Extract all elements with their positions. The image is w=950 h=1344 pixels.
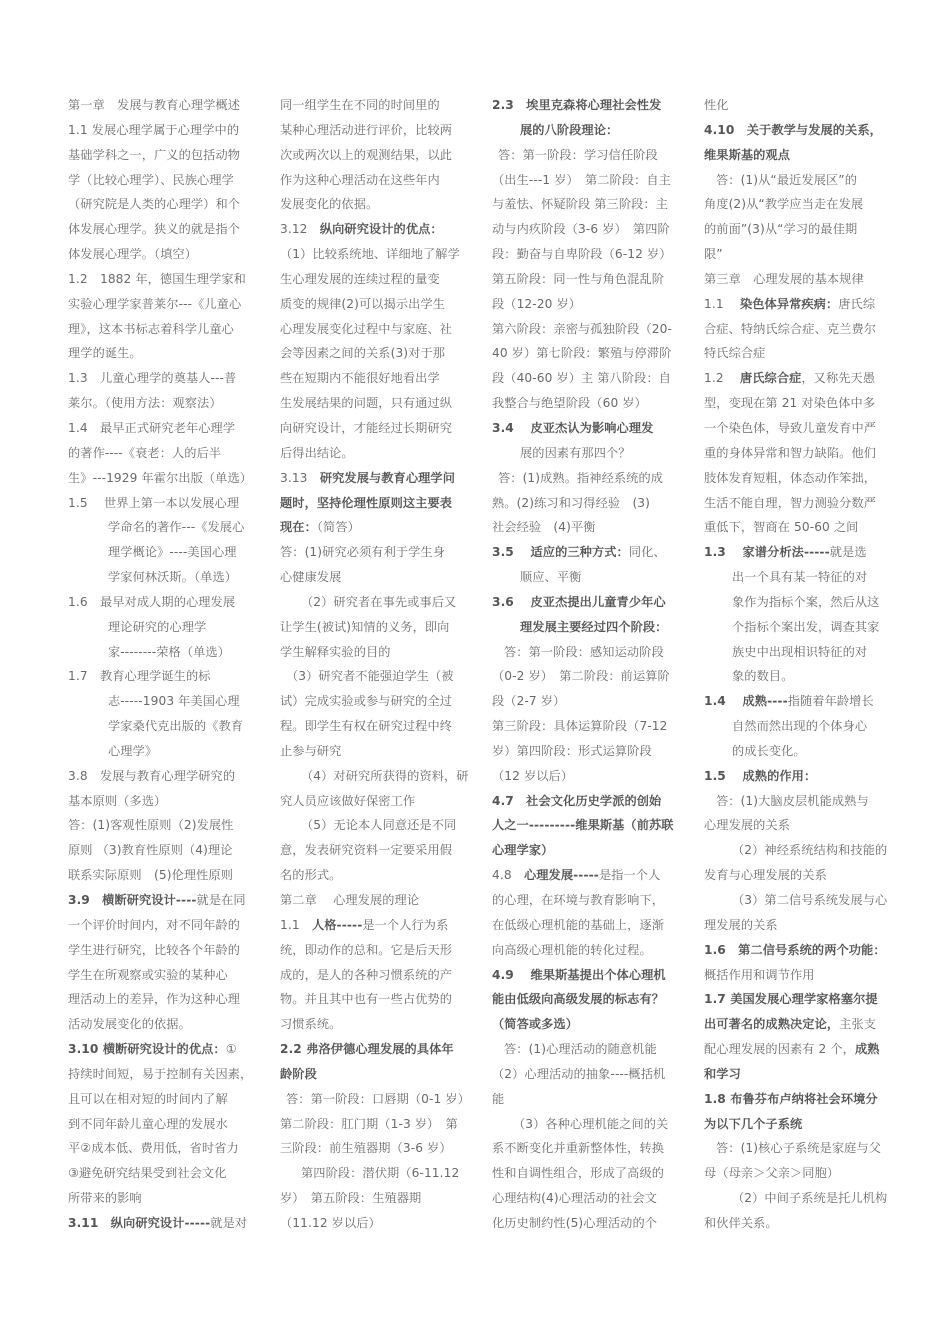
bold-term: 3.9 横断研究设计---- <box>68 893 197 907</box>
bold-term: 3.5 适应的三种方式： <box>492 545 629 560</box>
text-line: 基础学科之一，广义的包括动物 <box>68 147 241 162</box>
text-line: 岁） 第五阶段：生殖器期 <box>280 1191 422 1206</box>
bold-term: （简答或多选） <box>492 1017 579 1032</box>
text-line: 和伙伴关系。 <box>704 1215 778 1230</box>
text-line: 作为这种心理活动在这些年内 <box>280 172 440 187</box>
text-line: 3.5 适应的三种方式：同化、 <box>492 545 666 560</box>
bold-term: 4.7 社会文化历史学派的创始 <box>492 793 662 808</box>
text-line <box>492 1012 680 1037</box>
bold-term: 1.8 布鲁芬布卢纳将社会环境分 <box>704 1091 878 1106</box>
text-line: 段（12-20 岁） <box>492 296 582 311</box>
text-line: 原则 （3)教育性原则（4)理论 <box>68 843 233 858</box>
bold-term: 1.5 成熟的作用： <box>704 768 817 783</box>
text-line: 实验心理学家普莱尔---《儿童心 <box>68 296 242 311</box>
text-line: （2）中间子系统是托儿机构 <box>732 1191 888 1206</box>
text-line: 学生解释实验的目的 <box>280 644 391 659</box>
text-line: 答：(1)成熟。指神经系统的成 <box>498 470 664 485</box>
text-line: 理发展的关系 <box>704 917 778 932</box>
text-line: 习惯系统。 <box>280 1017 342 1032</box>
text-line: 发展变化的依据。 <box>280 197 379 212</box>
text-line: 意，发表研究资料一定要采用假 <box>280 843 453 858</box>
text-line: 体发展心理学。狭义的就是指个 <box>68 222 241 237</box>
text-line <box>492 93 680 118</box>
text-line: 程。即学生有权在研究过程中终 <box>280 719 453 734</box>
text-line: 1.3 儿童心理学的奠基人---普 <box>68 371 237 386</box>
bold-term: 研究发展与教育心理学问 <box>319 470 455 485</box>
text-line <box>704 1112 888 1137</box>
bold-term: 1.4 成熟---- <box>704 694 788 709</box>
text-line: 限” <box>704 247 723 262</box>
text-line: 性化 <box>704 98 729 112</box>
text-line: 3.8 发展与教育心理学研究的 <box>68 768 236 783</box>
text-line: 学生在所观察或实验的某种心 <box>68 967 228 982</box>
text-line: 的成长变化。 <box>732 743 806 758</box>
bold-term: 1.3 家谱分析法----- <box>704 545 830 560</box>
text-line <box>492 987 680 1012</box>
text-column-2 <box>280 93 468 1236</box>
text-line: 名的形式。 <box>280 868 342 883</box>
text-line: 物。并且其中也有一些占优势的 <box>280 992 453 1007</box>
text-line: 角度(2)从“教学应当走在发展 <box>704 197 864 212</box>
text-line: 所带来的影响 <box>68 1191 142 1206</box>
text-line <box>704 143 888 168</box>
text-line: 象作为指标个案，然后从这 <box>732 594 880 609</box>
text-line: 段（2-7 岁） <box>492 694 566 709</box>
text-line: 1.2 唐氏综合症，又称先天愚 <box>704 371 876 386</box>
text-line: 心理学》 <box>108 743 158 758</box>
text-line <box>492 615 680 640</box>
text-line: 学家何林沃斯。（单选） <box>108 570 238 585</box>
text-line: 1.4 成熟----指随着年龄增长 <box>704 694 874 709</box>
bold-term: 1.7 美国发展心理学家格塞尔提 <box>704 992 878 1007</box>
text-line: 的心理，在环境与教育影响下， <box>492 893 665 907</box>
bold-term: 出可著名的成熟决定论， <box>704 1017 840 1032</box>
text-line: 志-----1903 年美国心理 <box>108 694 240 709</box>
text-line: 统，即动作的总和。它是后天形 <box>280 942 453 957</box>
text-line: 学（比较心理学）、民族心理学 <box>68 172 234 187</box>
bold-term: 染色体异常疾病： <box>739 296 839 311</box>
text-line: 1.2 1882 年，德国生理学家和 <box>68 271 246 286</box>
bold-term: 人格----- <box>311 917 363 932</box>
text-line: 生心理发展的连续过程的量变 <box>280 271 440 286</box>
text-line: 第六阶段：亲密与孤独阶段（20- <box>492 321 672 336</box>
text-line: 某种心理活动进行评价，比较两 <box>280 122 453 137</box>
text-line: 能 <box>492 1091 505 1106</box>
text-line <box>492 838 680 863</box>
text-line: 且可以在相对短的时间内了解 <box>68 1091 228 1106</box>
bold-term: 心理发展----- <box>523 868 599 883</box>
text-line <box>492 118 680 143</box>
text-line <box>492 963 680 988</box>
text-line: 配心理发展的因素有 2 个，成熟 <box>704 1042 880 1057</box>
text-line: 理》，这本书标志着科学儿童心 <box>68 321 234 336</box>
text-line: 现在：（简答） <box>280 520 360 535</box>
text-line: 肢体发育短粗，体态动作笨拙， <box>704 470 877 485</box>
text-line: 心理发展的关系 <box>704 818 791 833</box>
bold-term: 4.10 关于教学与发展的关系， <box>704 122 882 137</box>
text-line: 理论研究的心理学 <box>108 619 207 634</box>
text-line: 3.9 横断研究设计----就是在同 <box>68 893 246 907</box>
text-line: 1.1 染色体异常疾病：唐氏综 <box>704 296 876 311</box>
bold-term: 1.6 第二信号系统的两个功能： <box>704 942 886 957</box>
text-line: 答：(1)研究必须有利于学生身 <box>280 545 446 560</box>
bold-term: 2.2 弗洛伊德心理发展的具体年 <box>280 1042 454 1057</box>
text-line <box>704 987 888 1012</box>
bold-term: 心理学家） <box>492 843 554 858</box>
text-line: 答：(1)大脑皮层机能成熟与 <box>716 793 869 808</box>
text-line: 家--------荣格（单选） <box>108 644 230 659</box>
text-line <box>492 590 680 615</box>
text-line: 3.13 研究发展与教育心理学问 <box>280 470 455 485</box>
text-line: ③避免研究结果受到社会文化 <box>68 1166 227 1181</box>
text-line: 次或两次以上的观测结果，以此 <box>280 147 453 162</box>
text-line: 心理结构(4)心理活动的社会文 <box>492 1191 658 1206</box>
text-line: 理学概论》----美国心理 <box>108 545 237 560</box>
text-line: 成的，是人的各种习惯系统的产 <box>280 967 453 982</box>
bold-term: 3.11 纵向研究设计----- <box>68 1215 211 1230</box>
text-line: 1.3 家谱分析法-----就是选 <box>704 545 867 560</box>
text-line: 展的因素有那四个？ <box>520 445 631 460</box>
text-line: （0-2 岁） 第二阶段：前运算阶 <box>492 669 670 684</box>
text-line <box>492 416 680 441</box>
text-line: （3）研究者不能强迫学生（被 <box>286 669 454 684</box>
bold-term: 人之一---------维果斯基（前苏联 <box>492 818 674 833</box>
bold-term: 现在： <box>280 520 317 535</box>
text-line: 理活动上的差异，作为这种心理 <box>68 992 241 1007</box>
text-line <box>492 789 680 814</box>
text-line <box>280 1062 468 1087</box>
text-line: 发育与心理发展的关系 <box>704 868 827 883</box>
text-line: 质变的规律(2)可以揭示出学生 <box>280 296 446 311</box>
text-line: 4.8 心理发展-----是指一个人 <box>492 868 661 883</box>
text-line: 社会经验 (4)平衡 <box>492 520 596 535</box>
text-line: 答：第一阶段：感知运动阶段 <box>504 644 664 659</box>
text-line: 自然而然出现的个体身心 <box>732 719 868 734</box>
text-line: 答：(1)核心子系统是家庭与父 <box>716 1141 882 1156</box>
text-line: 让学生(被试)知情的义务，即向 <box>280 619 450 634</box>
text-line: 答：(1)客观性原则（2)发展性 <box>68 818 234 833</box>
text-line: 一个染色体，导致儿童发育中严 <box>704 420 877 435</box>
text-line: （2）神经系统结构和技能的 <box>732 843 888 858</box>
text-line: 生发展结果的问题，只有通过纵 <box>280 396 453 411</box>
bold-term: 展的八阶段理论： <box>520 122 619 137</box>
text-line: 止参与研究 <box>280 743 342 758</box>
text-line: 1.4 最早正式研究老年心理学 <box>68 420 236 435</box>
text-line: 第三章 心理发展的基本规律 <box>704 271 864 286</box>
text-line: 动与内疚阶段（3-6 岁） 第四阶 <box>492 222 670 237</box>
text-line: （出生---1 岁） 第二阶段：自主 <box>492 172 671 187</box>
text-line: 段（40-60 岁）主 第八阶段：自 <box>492 371 672 386</box>
text-line: 重的身体异常和智力缺陷。他们 <box>704 445 877 460</box>
text-line: 化历史制约性(5)心理活动的个 <box>492 1215 658 1230</box>
text-line: 到不同年龄儿童心理的发展水 <box>68 1116 228 1131</box>
text-line: 1.1 人格-----是一个人行为系 <box>280 917 449 932</box>
text-line: 1.5 世界上第一本以发展心理 <box>68 495 240 510</box>
bold-term: 3.6 皮亚杰提出儿童青少年心 <box>492 594 666 609</box>
bold-term: 2.3 埃里克森将心理社会性发 <box>492 98 662 112</box>
text-line: 母（母亲＞父亲＞同胞） <box>704 1166 840 1181</box>
text-line: 理学的诞生。 <box>68 346 142 361</box>
text-line: （2）研究者在事先或事后又 <box>301 594 457 609</box>
text-line: 3.11 纵向研究设计-----就是对 <box>68 1215 248 1230</box>
text-line: 段：勤奋与自卑阶段（6-12 岁） <box>492 247 672 262</box>
text-line: 3.12 纵向研究设计的优点： <box>280 222 443 237</box>
text-line: 我整合与绝望阶段（60 岁） <box>492 396 647 411</box>
text-line: 生》---1929 年霍尔出版（单选） <box>68 470 253 485</box>
text-line: 第二阶段：肛门期（1-3 岁） 第 <box>280 1116 458 1131</box>
text-line: （研究院是人类的心理学）和个 <box>68 197 241 212</box>
text-line: 特氏综合症 <box>704 346 766 361</box>
text-column-3 <box>492 93 680 1236</box>
bold-term: 和学习 <box>704 1066 741 1081</box>
text-line: 学生进行研究，比较各个年龄的 <box>68 942 241 957</box>
text-line: 个指标个案出发，调查其家 <box>732 619 880 634</box>
text-line: （12 岁以后） <box>492 768 574 783</box>
text-line: 1.7 教育心理学诞生的标 <box>68 669 211 684</box>
text-line: 性和自调性组合，形成了高级的 <box>492 1166 665 1181</box>
bold-term: 题时，坚持伦理性原则这主要表 <box>280 495 453 510</box>
text-line: 1.1 发展心理学属于心理学中的 <box>68 122 240 137</box>
text-line: 向研究设计，才能经过长期研究 <box>280 420 453 435</box>
text-line: 族史中出现相识特征的对 <box>732 644 868 659</box>
text-line: 重低下，智商在 50-60 之间 <box>704 520 859 535</box>
bold-term: 龄阶段 <box>280 1066 317 1081</box>
bold-term: 3.10 横断研究设计的优点： <box>68 1042 226 1057</box>
text-line: 基本原则（多选） <box>68 793 167 808</box>
text-line: 第五阶段：同一性与角色混乱阶 <box>492 271 665 286</box>
text-line: 的前面”(3)从“学习的最佳期 <box>704 222 858 237</box>
text-line <box>704 1062 888 1087</box>
text-line: 答：(1)心理活动的随意机能 <box>504 1042 657 1057</box>
text-column-1 <box>68 93 258 1236</box>
text-line: 会等因素之间的关系(3)对于那 <box>280 346 446 361</box>
text-line: 持续时间短，易于控制有关因素， <box>68 1066 253 1081</box>
text-line: 联系实际原则 (5)伦理性原则 <box>68 868 234 883</box>
text-line: 岁）第四阶段：形式运算阶段 <box>492 743 652 758</box>
bold-term: 维果斯基的观点 <box>704 147 791 162</box>
text-line: 向高级心理机能的转化过程。 <box>492 942 652 957</box>
text-line: 顺应、平衡 <box>520 570 582 585</box>
bold-term: 唐氏综合症 <box>739 371 802 386</box>
text-line: 第三阶段：具体运算阶段（7-12 <box>492 719 668 734</box>
text-line: 第二章 心理发展的理论 <box>280 893 420 907</box>
text-line: 40 岁）第七阶段：繁殖与停滞阶 <box>492 346 672 361</box>
text-line: 活动发展变化的依据。 <box>68 1017 191 1032</box>
text-line <box>704 764 888 789</box>
text-line: 与羞怯、怀疑阶段 第三阶段：主 <box>492 197 668 212</box>
text-line: （11.12 岁以后） <box>280 1215 381 1230</box>
text-line: 三阶段：前生殖器期（3-6 岁） <box>280 1141 452 1156</box>
text-line: 在低级心理机能的基础上，逐渐 <box>492 917 665 932</box>
text-line: 究人员应该做好保密工作 <box>280 793 416 808</box>
text-line: 心理发展变化过程中与家庭、社 <box>280 321 453 336</box>
text-line: 第一章 发展与教育心理学概述 <box>68 98 241 112</box>
text-line: 第四阶段：潜伏期（6-11.12 <box>301 1166 460 1181</box>
text-line: （1）比较系统地、详细地了解学 <box>280 247 460 262</box>
text-line: 出可著名的成熟决定论，主张支 <box>704 1017 877 1032</box>
text-line: 系不断变化并重新整体性，转换 <box>492 1141 665 1156</box>
text-line: 心健康发展 <box>280 570 342 585</box>
bold-term: 纵向研究设计的优点： <box>319 222 443 237</box>
text-line: 试）完成实验或参与研究的全过 <box>280 694 453 709</box>
bold-term: 4.9 维果斯基提出个体心理机 <box>492 967 666 982</box>
bold-term: 3.4 皮亚杰认为影响心理发 <box>492 420 654 435</box>
text-line <box>280 491 468 516</box>
text-line: （2）心理活动的抽象----概括机 <box>492 1066 666 1081</box>
text-line: 学家桑代克出版的《教育 <box>108 719 244 734</box>
text-line: （3）第二信号系统发展与心 <box>732 893 888 907</box>
text-line: 生活不能自理，智力测验分数严 <box>704 495 877 510</box>
text-line: （3）各种心理机能之间的关 <box>513 1116 669 1131</box>
text-line: （4）对研究所获得的资料，研 <box>301 768 469 783</box>
text-line: 体发展心理学。（填空） <box>68 247 198 262</box>
text-line: 型，变现在第 21 对染色体中多 <box>704 396 876 411</box>
text-line: 答：第一阶段：口唇期（0-1 岁） <box>286 1091 470 1106</box>
bold-term: 理发展主要经过四个阶段： <box>520 619 668 634</box>
text-line: 些在短期内不能很好地看出学 <box>280 371 440 386</box>
text-line <box>704 938 888 963</box>
text-line: 概括作用和调节作用 <box>704 967 815 982</box>
text-line: 莱尔。（使用方法：观察法） <box>68 396 222 411</box>
text-line: （5）无论本人同意还是不同 <box>301 818 457 833</box>
bold-term: 能由低级向高级发展的标志有？ <box>492 992 665 1007</box>
text-line: 出一个具有某一特征的对 <box>732 570 868 585</box>
text-line: 平②成本低、费用低，省时省力 <box>68 1141 239 1156</box>
text-line: 熟。(2)练习和习得经验 (3) <box>492 495 651 510</box>
text-line: 合症、特纳氏综合症、克兰费尔 <box>704 321 877 336</box>
text-line: 1.6 最早对成人期的心理发展 <box>68 594 236 609</box>
text-line <box>280 1037 468 1062</box>
text-line: 象的数目。 <box>732 669 794 684</box>
text-column-4 <box>704 93 888 1236</box>
text-line: 答：(1)从“最近发展区”的 <box>716 172 857 187</box>
text-line: 后得出结论。 <box>280 445 354 460</box>
text-line <box>704 118 888 143</box>
text-line: 同一组学生在不同的时间里的 <box>280 98 440 112</box>
text-line: 3.10 横断研究设计的优点：① <box>68 1042 237 1057</box>
bold-term: 成熟 <box>854 1042 880 1057</box>
text-line: 学命名的著作---《发展心 <box>108 520 245 535</box>
text-line: 一个评价时间内，对不同年龄的 <box>68 917 241 932</box>
text-line: 的著作----《衰老：人的后半 <box>68 445 222 460</box>
text-line: 答：第一阶段：学习信任阶段 <box>498 147 658 162</box>
text-line <box>704 1087 888 1112</box>
bold-term: 为以下几个子系统 <box>704 1116 803 1131</box>
text-line <box>492 813 680 838</box>
